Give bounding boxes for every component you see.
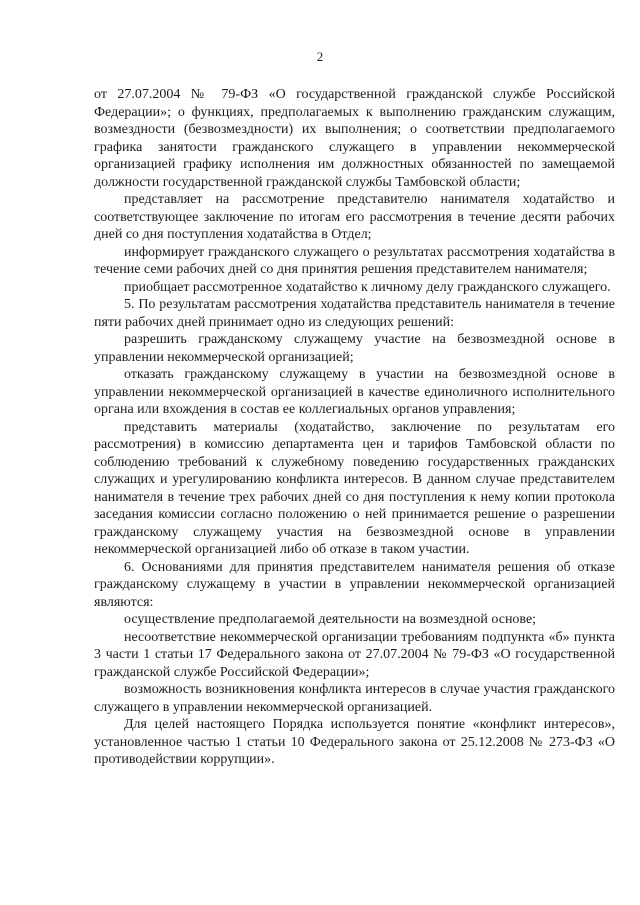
paragraph: информирует гражданского служащего о результатах рассмотрения ходатайства в течение семи рабочих дней со дня принятия решения представителем нанимателя;: [94, 244, 615, 277]
paragraph: приобщает рассмотренное ходатайство к личному делу гражданского служащего.: [124, 279, 611, 295]
paragraph: несоответствие некоммерческой организации требованиям подпункта «б» пункта 3 части 1 статьи 17 Федерального закона от 27.07.2004 № 79-ФЗ «О государственной гражданской службе Российской Федерации»;: [94, 629, 615, 680]
paragraph: возможность возникновения конфликта интересов в случае участия гражданского служащего в управлении некоммерческой организацией.: [94, 682, 615, 715]
paragraph-continuation: от 27.07.2004 № 79-ФЗ «О государственной гражданской службе Российской Федерации»; о функциях, предполагаемых к выполнению гражданским служащим, возмездности (безвозмездности) их выполнения; о соответствии предполагаемого графика занятости гражданского служащего в управлении некоммерческой организацией графику исполнения им должностных обязанностей по замещаемой должности государственной гражданской службы Тамбовской области;: [94, 87, 615, 190]
paragraph: осуществление предполагаемой деятельности на возмездной основе;: [124, 612, 537, 627]
paragraph: отказать гражданскому служащему в участии на безвозмездной основе в управлении некоммерческой организацией в качестве единоличного исполнительного органа или вхождения в состав ее коллегиальных органов управления;: [94, 367, 615, 417]
paragraph: представляет на рассмотрение представителю нанимателя ходатайство и соответствующее заключение по итогам его рассмотрения в течение десяти рабочих дней со дня поступления ходатайства в Отдел;: [94, 192, 615, 242]
paragraph: Для целей настоящего Порядка используется понятие «конфликт интересов», установленное частью 1 статьи 10 Федерального закона от 25.12.2008 № 273-ФЗ «О противодействии коррупции».: [94, 717, 615, 767]
paragraph: разрешить гражданскому служащему участие на безвозмездной основе в управлении некоммерческой организацией;: [94, 332, 615, 365]
paragraph-item-6: 6. Основаниями для принятия представителем нанимателя решения об отказе гражданскому служащему в участии в управлении некоммерческой организацией являются:: [94, 559, 615, 610]
paragraph-item-5: 5. По результатам рассмотрения ходатайства представитель нанимателя в течение пяти рабочих дней принимает одно из следующих решений:: [94, 297, 615, 330]
document-body: [94, 86, 615, 769]
paragraph: представить материалы (ходатайство, заключение по результатам его рассмотрения) в комиссию департамента цен и тарифов Тамбовской области по соблюдению требований к служебному поведению государственных гражданских служащих и урегулированию конфликта интересов. В данном случае представителем нанимателя в течение трех рабочих дней со дня поступления к нему копии протокола заседания комиссии согласно положению о ней принимается решение о разрешении гражданскому служащему участия на безвозмездной основе в управлении некоммерческой организацией либо об отказе в таком участии.: [94, 419, 615, 557]
page-number: 2: [316, 49, 324, 64]
